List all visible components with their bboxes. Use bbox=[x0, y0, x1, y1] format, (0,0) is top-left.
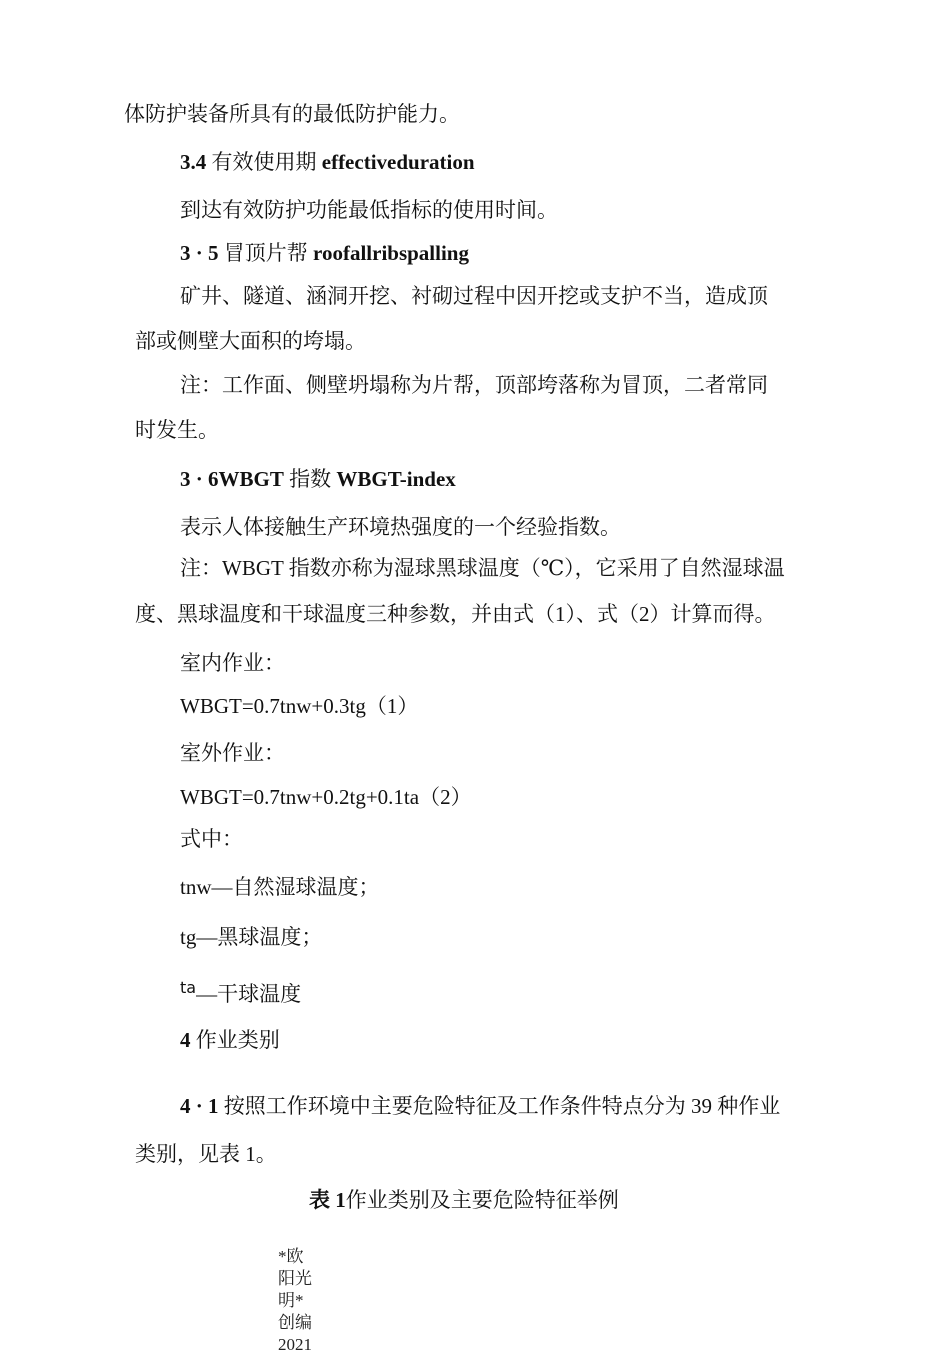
section-3-6-note-line1: 注：WBGT 指数亦称为湿球黑球温度（℃），它采用了自然湿球温 bbox=[180, 556, 785, 580]
section-number: 3 · 6 bbox=[180, 467, 219, 491]
where-label: 式中： bbox=[180, 827, 243, 851]
section-3-5-note-line1: 注：工作面、侧壁坍塌称为片帮，顶部垮落称为冒顶，二者常同 bbox=[180, 373, 768, 397]
section-3-5-heading bbox=[180, 243, 469, 264]
outdoor-label: 室外作业： bbox=[180, 741, 285, 765]
section-number: 3.4 bbox=[180, 150, 207, 174]
section-3-5-note-line2: 时发生。 bbox=[135, 418, 219, 442]
section-3-6-heading bbox=[180, 469, 456, 490]
intro-tail: 体防护装备所具有的最低防护能力。 bbox=[124, 102, 460, 126]
table-caption bbox=[309, 1190, 619, 1211]
variable-description: —干球温度 bbox=[196, 982, 302, 1006]
section-title: 指数 bbox=[289, 467, 332, 491]
section-title-prefix: WBGT bbox=[218, 467, 284, 491]
section-3-5-definition-line1: 矿井、隧道、涵洞开挖、衬砌过程中因开挖或支护不当，造成顶 bbox=[180, 284, 768, 308]
section-number: 4 · 1 bbox=[180, 1094, 219, 1118]
section-4-1-line1 bbox=[180, 1096, 780, 1117]
table-title: 作业类别及主要危险特征举例 bbox=[345, 1188, 619, 1212]
table-label: 表 1 bbox=[309, 1188, 346, 1212]
section-english-term: roofallribspalling bbox=[313, 241, 469, 265]
variable-tg: tg—黑球温度； bbox=[180, 925, 323, 949]
section-3-6-definition: 表示人体接触生产环境热强度的一个经验指数。 bbox=[180, 515, 621, 539]
section-3-6-note-line2: 度、黑球温度和干球温度三种参数，并由式（1）、式（2）计算而得。 bbox=[135, 602, 776, 626]
variable-symbol: ta bbox=[180, 978, 197, 997]
section-title: 冒顶片帮 bbox=[223, 241, 308, 265]
section-title: 作业类别 bbox=[195, 1028, 280, 1052]
variable-ta bbox=[180, 978, 302, 1006]
section-3-4-definition: 到达有效防护功能最低指标的使用时间。 bbox=[180, 198, 558, 222]
section-title: 有效使用期 bbox=[211, 150, 317, 174]
formula-2: WBGT=0.7tnw+0.2tg+0.1ta（2） bbox=[180, 785, 472, 809]
section-3-4-heading bbox=[180, 152, 475, 173]
watermark-text: *欧阳光明*创编2021 bbox=[278, 1247, 312, 1354]
section-4-heading bbox=[180, 1030, 280, 1051]
indoor-label: 室内作业： bbox=[180, 651, 285, 675]
section-english-term: WBGT-index bbox=[336, 467, 456, 491]
section-english-term: effectiveduration bbox=[321, 150, 475, 174]
formula-1: WBGT=0.7tnw+0.3tg（1） bbox=[180, 694, 419, 718]
section-4-1-line2: 类别，见表 1。 bbox=[135, 1142, 277, 1166]
section-number: 3 · 5 bbox=[180, 241, 219, 265]
variable-tnw: tnw—自然湿球温度； bbox=[180, 875, 380, 899]
section-3-5-definition-line2: 部或侧壁大面积的垮塌。 bbox=[135, 329, 366, 353]
section-number: 4 bbox=[180, 1028, 191, 1052]
section-text: 按照工作环境中主要危险特征及工作条件特点分为 39 种作业 bbox=[223, 1094, 781, 1118]
